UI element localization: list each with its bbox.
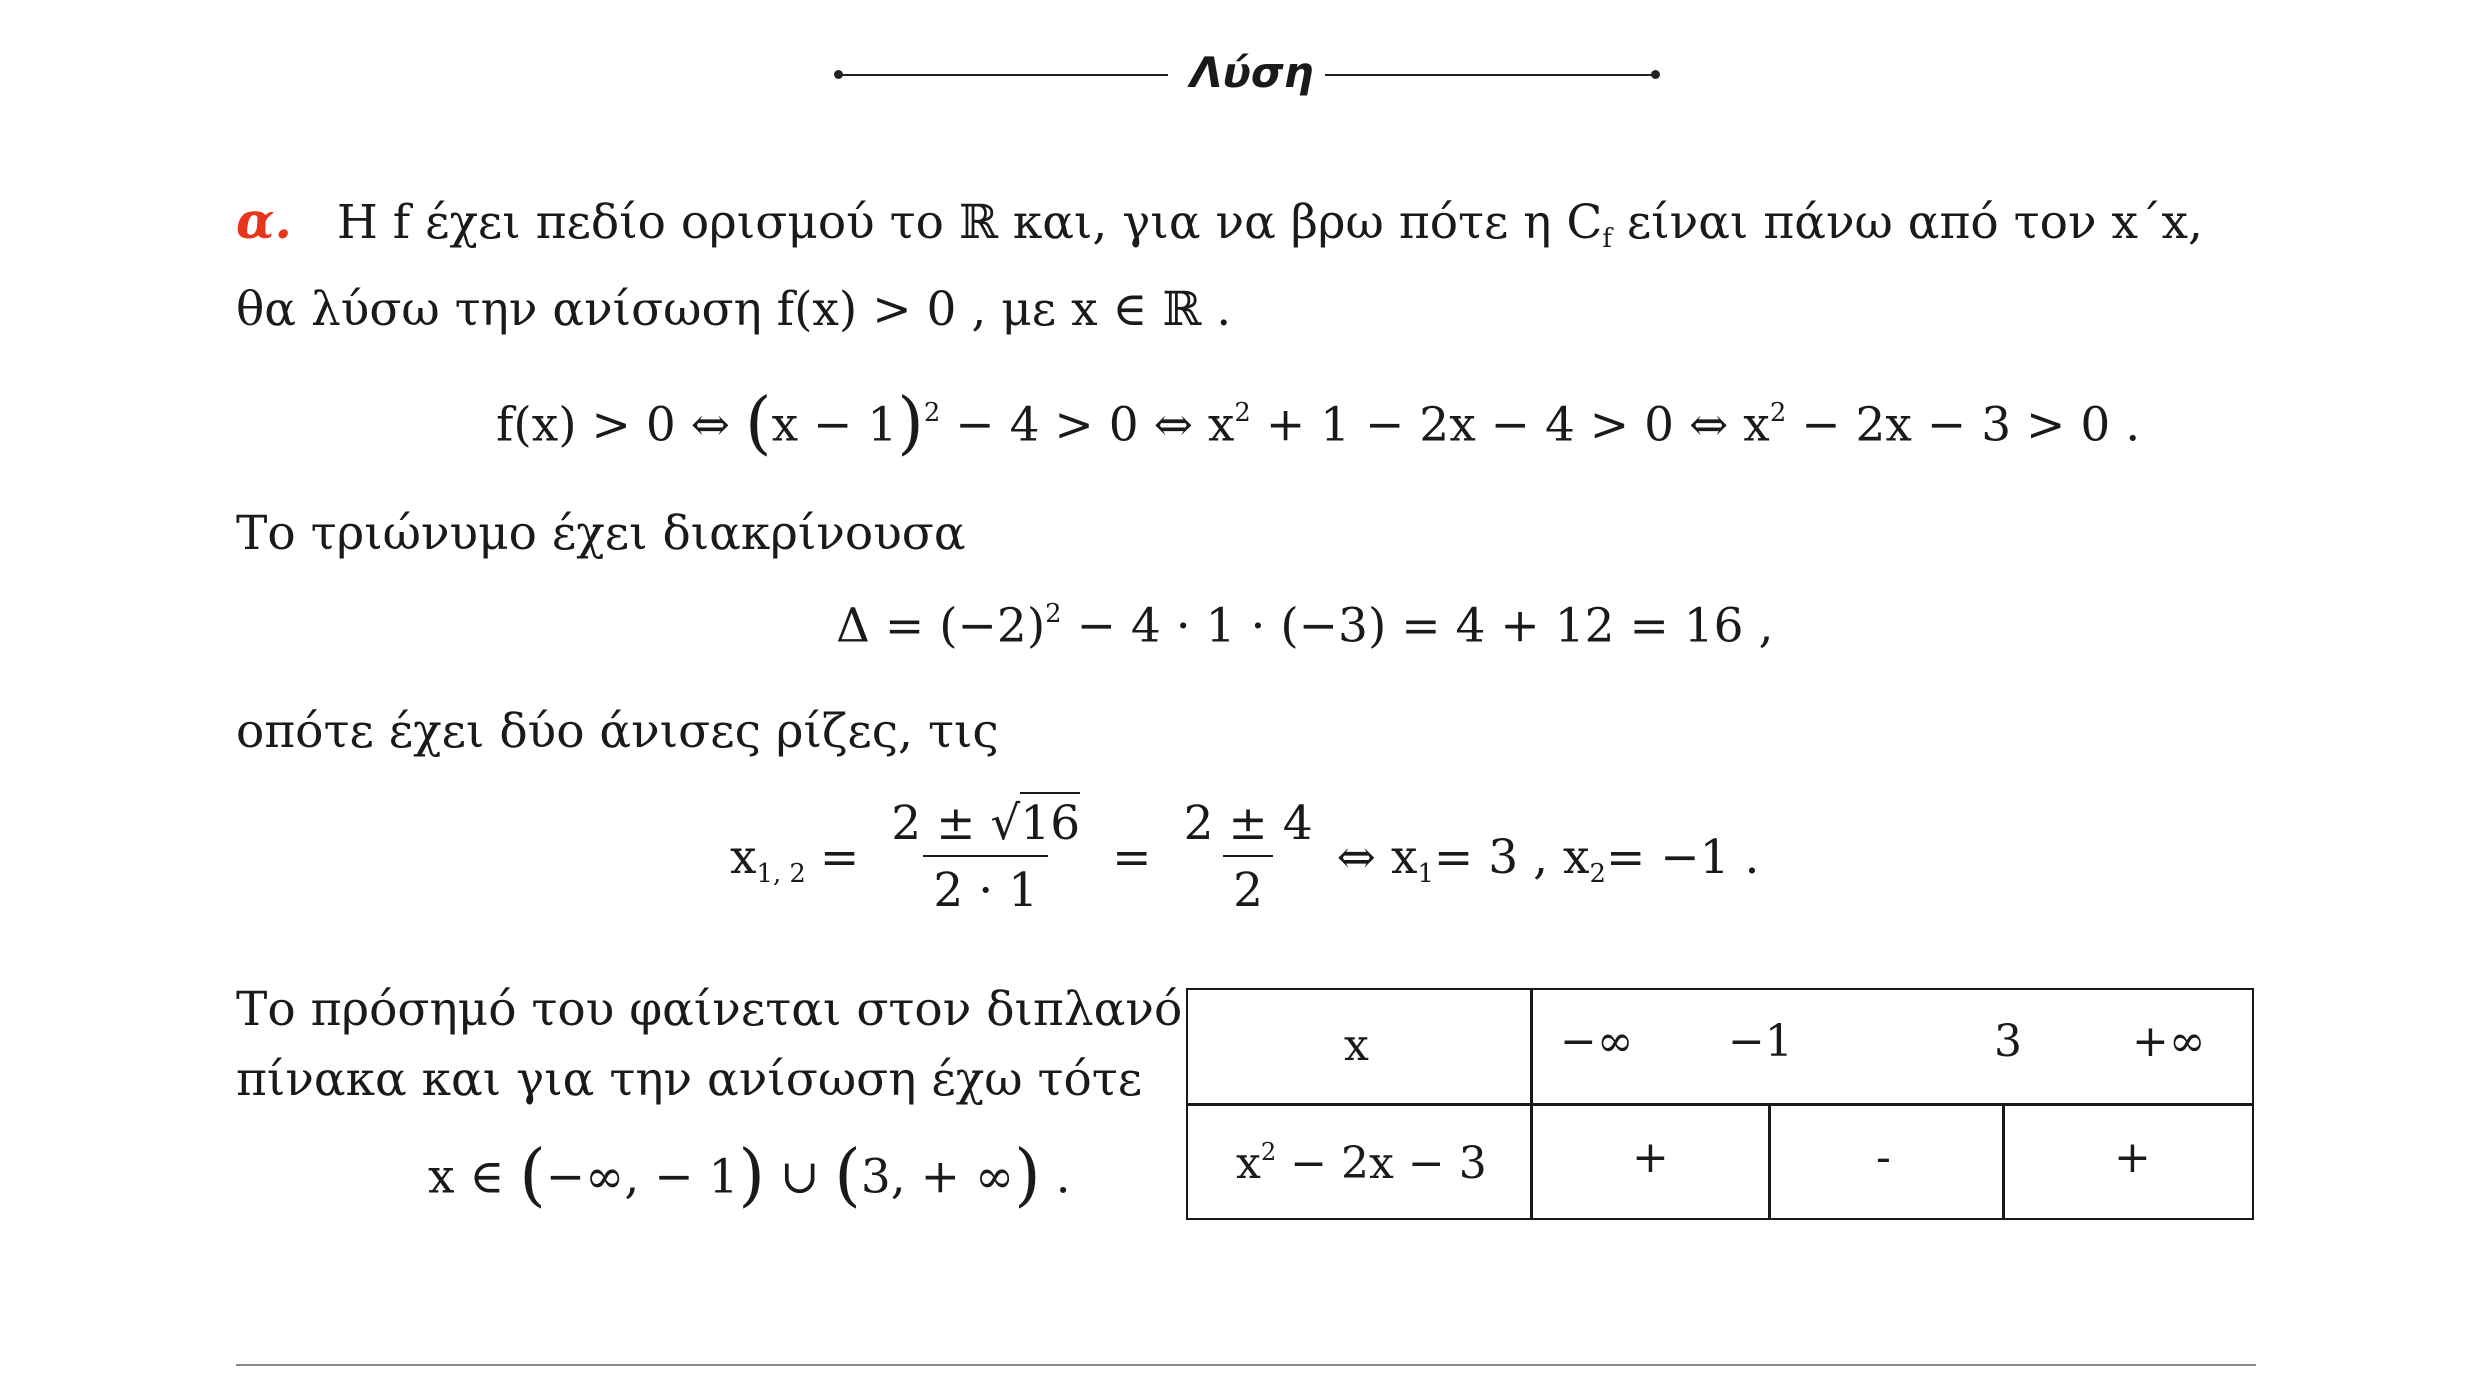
header-right-rule [1325,74,1657,76]
part-a-line1 [236,191,2203,255]
eq-part: + 1 − 2x − 4 > 0 ⇔ x [1250,397,1770,453]
radicand: 16 [1020,792,1080,851]
table-col-divider [1768,1103,1771,1220]
eq-sup: 2 [923,398,941,429]
eq-part: − 2x − 3 > 0 . [1786,397,2141,453]
sign-text-line1: Το πρόσημό του φαίνεται στον διπλανό [236,982,1183,1037]
eq-part: f(x) > 0 ⇔ [496,397,745,453]
solution-title: Λύση [1190,48,1314,97]
row-label-part: x [1236,1138,1261,1190]
sol-part: x ∈ [428,1149,520,1205]
roots-rhs: ⇔ x [1336,829,1418,885]
row-label-part: − 2x − 3 [1276,1138,1487,1190]
table-row-label [1236,1138,1487,1190]
fraction-2 [1174,796,1323,918]
line1-pre: Η f έχει πεδίο ορισμού το ℝ και, για να βρω πότε η C [336,195,1603,250]
solution-set [428,1136,1071,1215]
roots-formula [730,796,1760,918]
fraction-2-denominator: 2 [1223,855,1273,914]
left-paren: ( [519,1136,546,1215]
table-sign: - [1876,1132,1891,1183]
eq-sup: 2 [1769,398,1787,429]
discriminant-formula [836,598,1774,654]
header-left-rule [838,74,1168,76]
header-right-dot [1651,70,1660,79]
sign-table [1186,988,2254,1220]
table-col-divider [2002,1103,2005,1220]
equals-sign: = [1112,829,1152,885]
sol-part: 3, + ∞ [860,1149,1015,1205]
fraction-1 [881,796,1090,918]
right-paren: ) [738,1136,766,1215]
sign-text-line2: πίνακα και για την ανίσωση έχω τότε [236,1052,1143,1107]
right-paren: ) [1014,1136,1041,1215]
left-paren: ( [834,1136,861,1215]
fraction-1-denominator: 2 · 1 [923,855,1048,914]
disc-sup: 2 [1045,599,1062,629]
fraction-2-numerator: 2 ± 4 [1183,796,1313,851]
table-col-divider [1530,990,1533,1218]
table-point: +∞ [2132,1016,2206,1067]
roots-lhs: x [730,829,757,885]
right-paren: ) [897,384,924,463]
discriminant-intro: Το τριώνυμο έχει διακρίνουσα [236,506,966,561]
eq-sup: 2 [1234,398,1251,429]
equals-sign: = [819,829,860,885]
sol-part: . [1040,1149,1071,1205]
footer-rule [236,1364,2256,1366]
equivalence-chain [496,384,2141,463]
roots-rhs: = 3 , x [1433,829,1590,885]
table-sign: + [1632,1132,1669,1183]
disc-part: − 4 · 1 · (−3) = 4 + 12 = 16 , [1061,598,1774,654]
line1-sub: f [1602,224,1612,255]
sol-part: ∪ [765,1149,835,1205]
part-a-label: α. [236,191,292,250]
roots-lhs-sub: 1, 2 [756,859,806,890]
table-row-divider [1188,1103,2252,1106]
table-point: 3 [1994,1016,2022,1067]
roots-intro: οπότε έχει δύο άνισες ρίζες, τις [236,704,999,759]
table-header-label: x [1344,1020,1369,1071]
roots-rhs: = −1 . [1605,829,1760,885]
row-label-sup: 2 [1260,1138,1277,1166]
sqrt-sign: √ [990,796,1021,851]
left-paren: ( [745,384,772,463]
fraction-1-numerator [881,796,1090,855]
sol-part: −∞, − 1 [545,1149,739,1205]
eq-part: − 4 > 0 ⇔ x [940,397,1235,453]
table-point: −∞ [1560,1016,1634,1067]
table-point: −1 [1728,1016,1793,1067]
roots-rhs-sub: 2 [1589,859,1606,890]
table-sign: + [2114,1132,2151,1183]
eq-part: x − 1 [771,397,898,453]
disc-part: Δ = (−2) [836,598,1046,654]
num-pre: 2 ± [891,796,991,851]
roots-rhs-sub: 1 [1417,859,1434,890]
line1-post: είναι πάνω από τον x΄x, [1611,195,2203,250]
part-a-line2: θα λύσω την ανίσωση f(x) > 0 , με x ∈ ℝ . [236,282,1232,337]
